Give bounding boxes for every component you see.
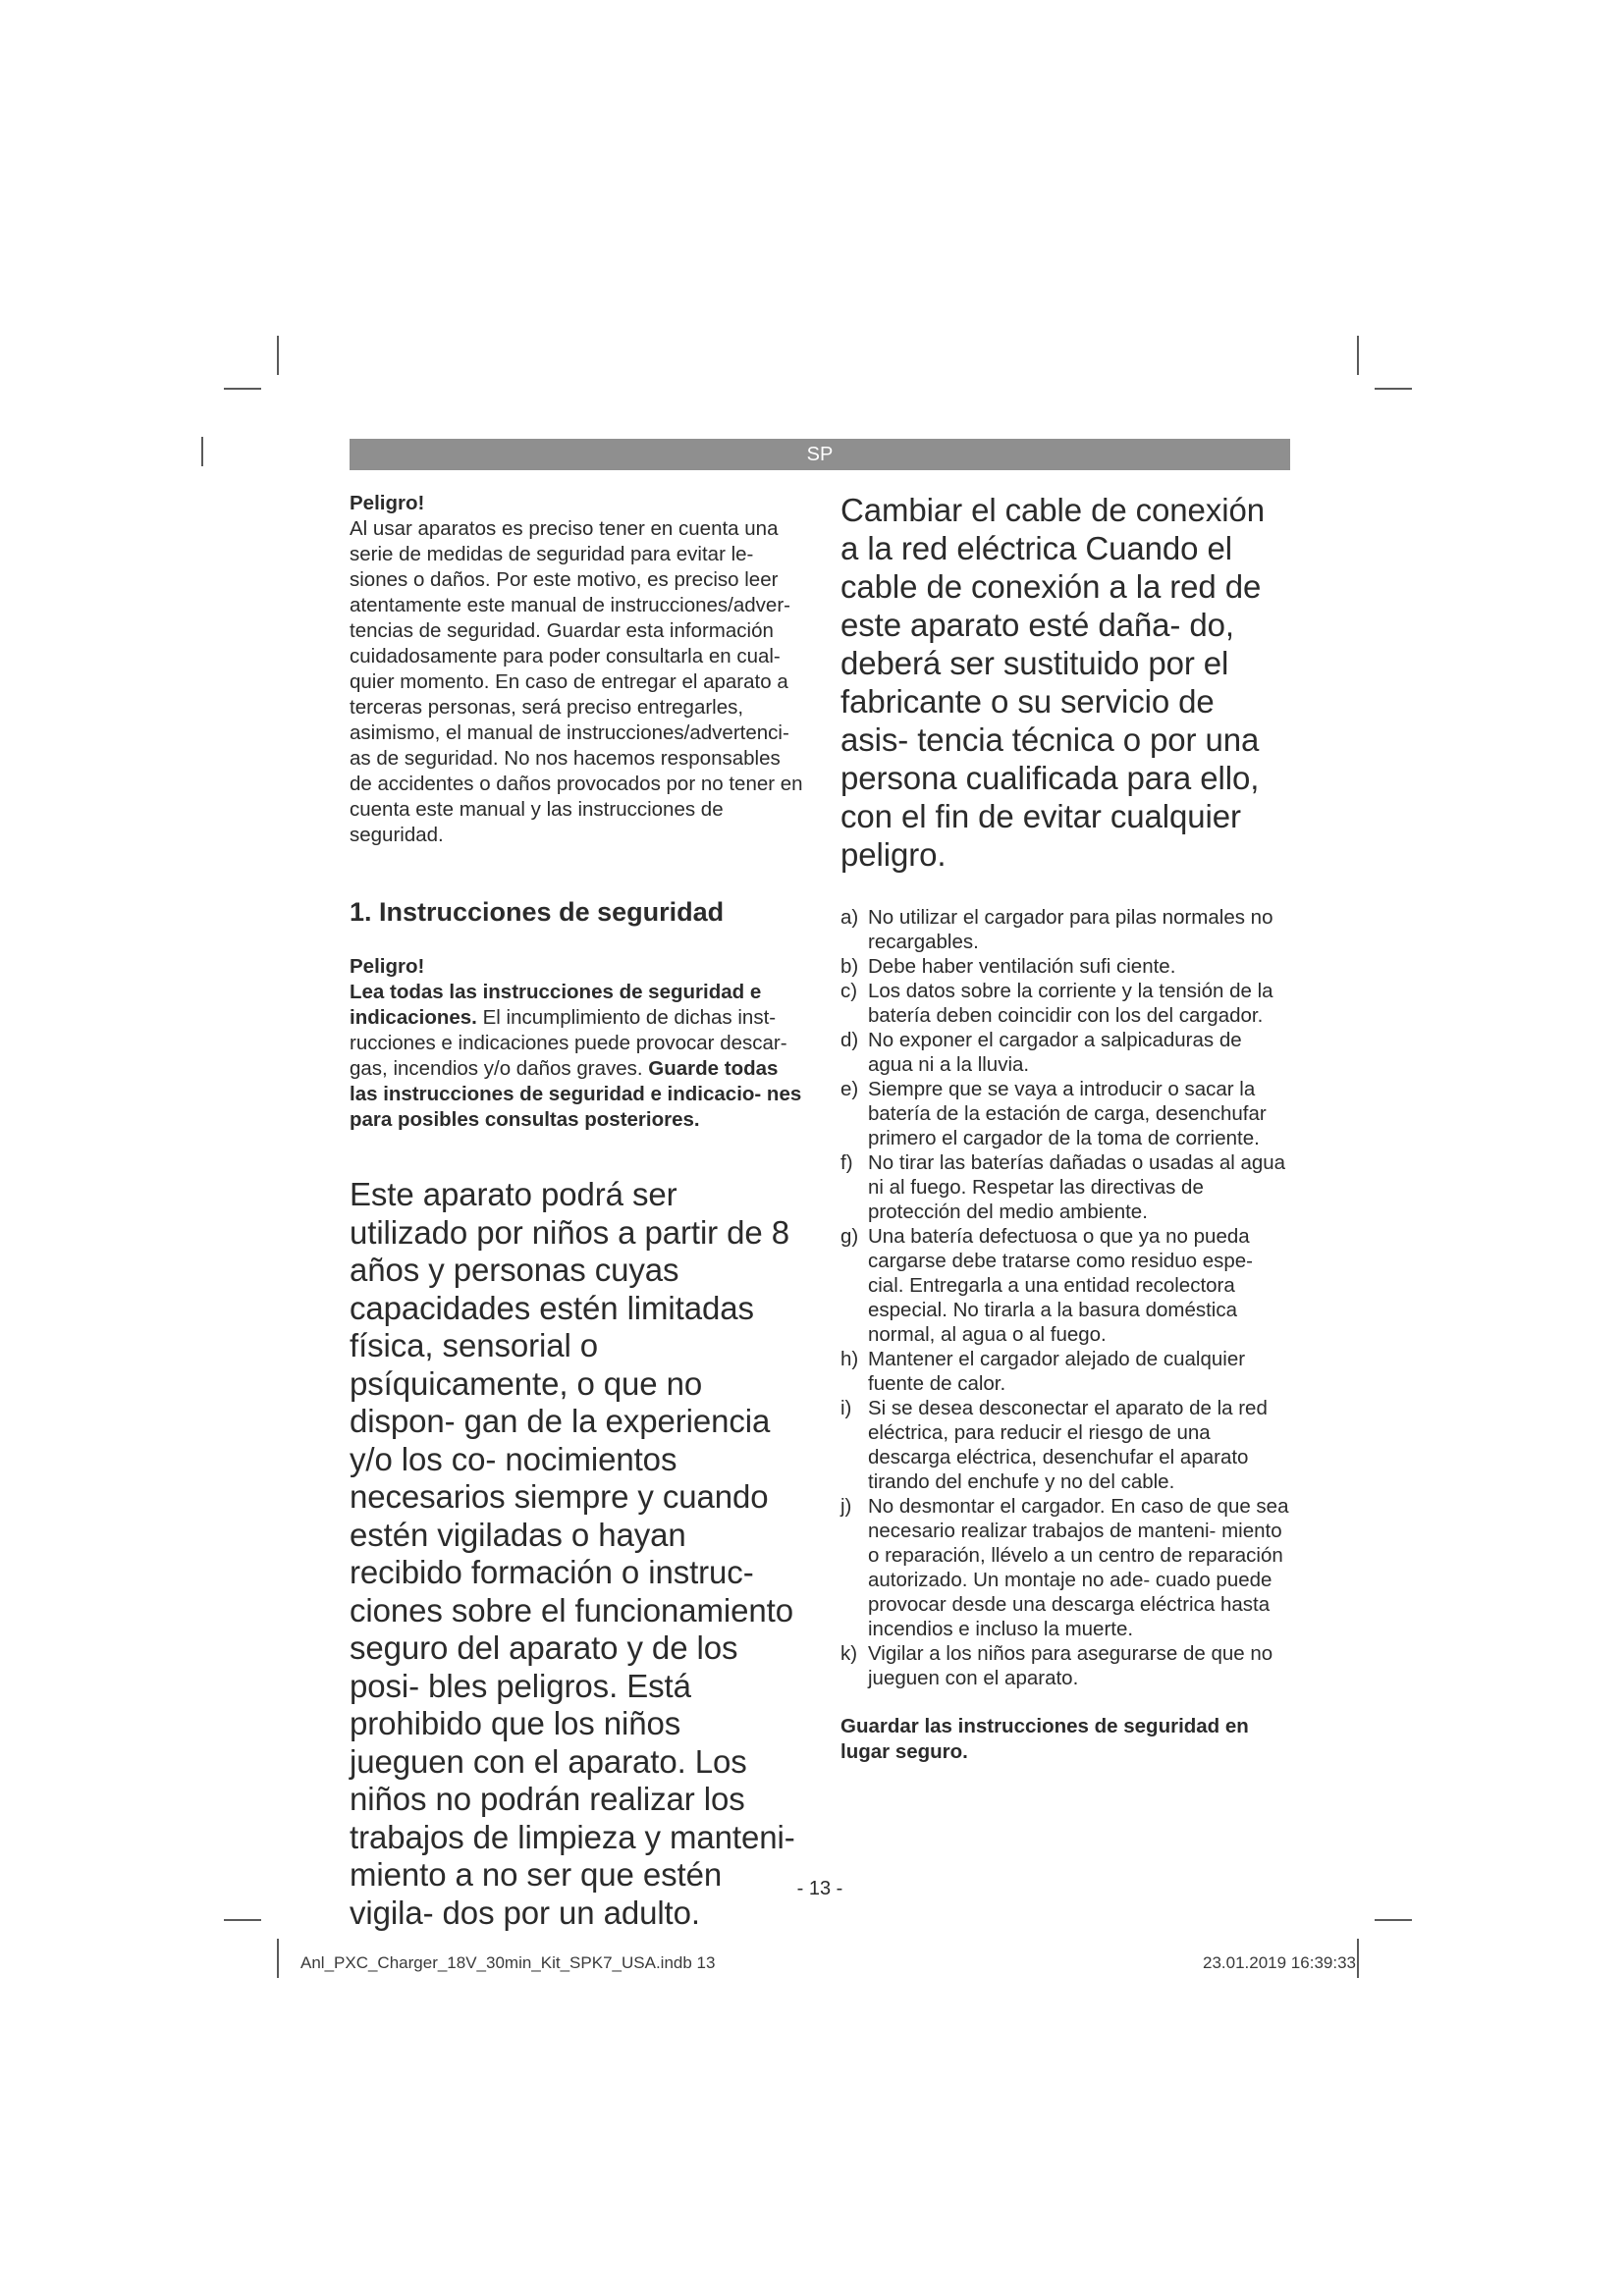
- cable-replacement-notice: Cambiar el cable de conexión a la red eléctrica Cuando el cable de conexión a la red de este aparato esté daña- do, deberá ser sustituido por el fabricante o su servicio de asis- tencia técnica o por una persona cualificada para ello, con el fin de evitar cualquier peligro.: [840, 492, 1265, 873]
- list-item-letter: f): [840, 1151, 853, 1174]
- list-item-letter: d): [840, 1029, 859, 1051]
- intro-heading: Peligro!: [350, 492, 425, 514]
- list-item-letter: i): [840, 1397, 852, 1419]
- list-item: [840, 1028, 1290, 1077]
- warning-paragraph: [350, 980, 803, 1133]
- warning-heading: Peligro!: [350, 955, 425, 978]
- children-usage-notice: Este aparato podrá ser utilizado por niños a partir de 8 años y personas cuyas capacidades estén limitadas física, sensorial o psíquicamente, o que no dispon- gan de la experiencia y/o los co- nocimientos necesarios siempre y cuando estén vigiladas o hayan recibido formación o instruc- ciones sobre el funcionamiento seguro del aparato y de los posi- bles peligros. Está prohibido que los niños jueguen con el aparato. Los niños no podrán realizar los trabajos de limpieza y manteni- miento a no ser que estén vigila- dos por un adulto.: [350, 1176, 795, 1931]
- list-item: [840, 1641, 1290, 1690]
- list-item-text: Siempre que se vaya a introducir o sacar la batería de la estación de carga, desenchufar primero el cargador de la toma de corriente.: [868, 1078, 1267, 1149]
- list-item: [840, 1494, 1290, 1641]
- left-column: [350, 491, 803, 1932]
- list-item-text: No tirar las baterías dañadas o usadas al agua ni al fuego. Respetar las directivas de protección del medio ambiente.: [868, 1151, 1286, 1223]
- intro-text: Al usar aparatos es preciso tener en cuenta una serie de medidas de seguridad para evitar le- siones o daños. Por este motivo, es preciso leer atentamente este manual de instrucciones/adver- tencias de seguridad. Guardar esta información cuidadosamente para poder consultarla en cual- quier momento. En caso de entregar el aparato a terceras personas, será preciso entregarles, asimismo, el manual de instrucciones/advertenci- as de seguridad. No nos hacemos responsables de accidentes o daños provocados por no tener en cuenta este manual y las instrucciones de seguridad.: [350, 517, 803, 846]
- list-item-letter: e): [840, 1078, 859, 1100]
- warning-text: El incumplimiento de dichas inst- rucciones e indicaciones puede provocar descar- gas, incendios y/o daños graves.: [350, 1006, 787, 1080]
- crop-mark-top-left-v2: [201, 437, 203, 466]
- crop-mark-bottom-right-h: [1375, 1919, 1412, 1921]
- list-item-letter: a): [840, 906, 859, 929]
- list-item-letter: k): [840, 1642, 858, 1665]
- crop-mark-top-right-v: [1357, 336, 1359, 375]
- page-number: - 13 -: [796, 1878, 843, 1899]
- list-item-text: Debe haber ventilación sufi ciente.: [868, 955, 1176, 978]
- language-code: SP: [806, 444, 834, 465]
- list-item-text: Vigilar a los niños para asegurarse de que no jueguen con el aparato.: [868, 1642, 1273, 1689]
- right-column: [840, 491, 1290, 1786]
- safety-instructions-list: [840, 905, 1290, 1690]
- language-header-bar: [350, 439, 1290, 470]
- list-item: [840, 905, 1290, 954]
- list-item: [840, 1224, 1290, 1347]
- list-item-text: Mantener el cargador alejado de cualquier fuente de calor.: [868, 1348, 1246, 1395]
- list-item-text: Si se desea desconectar el aparato de la red eléctrica, para reducir el riesgo de una descarga eléctrica, desenchufar el aparato tirando del enchufe y no del cable.: [868, 1397, 1268, 1493]
- list-item-text: Los datos sobre la corriente y la tensión de la batería deben coincidir con los del cargador.: [868, 980, 1273, 1027]
- warning-bold-2: Guarde todas las instrucciones de seguridad e indicacio- nes para posibles consultas posteriores.: [350, 1057, 802, 1131]
- list-item: [840, 1077, 1290, 1150]
- crop-mark-top-left-h: [224, 388, 261, 390]
- list-item-text: No exponer el cargador a salpicaduras de agua ni a la lluvia.: [868, 1029, 1242, 1076]
- list-item: [840, 979, 1290, 1028]
- crop-mark-top-left-v: [277, 336, 279, 375]
- list-item: [840, 954, 1290, 979]
- footer-file-name: Anl_PXC_Charger_18V_30min_Kit_SPK7_USA.indb 13: [300, 1953, 716, 1972]
- list-item: [840, 1347, 1290, 1396]
- crop-mark-bottom-left-v: [277, 1939, 279, 1978]
- crop-mark-top-right-h: [1375, 388, 1412, 390]
- list-item-letter: g): [840, 1225, 859, 1248]
- footer-timestamp: 23.01.2019 16:39:33: [1203, 1953, 1356, 1972]
- list-item-text: Una batería defectuosa o que ya no pueda cargarse debe tratarse como residuo espe- cial. Entregarla a una entidad recolectora especial. No tirarla a la basura doméstica normal, al agua o al fuego.: [868, 1225, 1253, 1346]
- list-item-text: No desmontar el cargador. En caso de que sea necesario realizar trabajos de manteni- miento o reparación, llévelo a un centro de reparación autorizado. Un montaje no ade- cuado puede provocar desde una descarga eléctrica hasta incendios e incluso la muerte.: [868, 1495, 1289, 1640]
- list-item: [840, 1396, 1290, 1494]
- crop-mark-bottom-left-h: [224, 1919, 261, 1921]
- list-item-text: No utilizar el cargador para pilas normales no recargables.: [868, 906, 1273, 953]
- list-item-letter: b): [840, 955, 859, 978]
- list-item-letter: h): [840, 1348, 859, 1370]
- section-title: 1. Instrucciones de seguridad: [350, 897, 725, 927]
- list-item-letter: j): [840, 1495, 852, 1518]
- list-item-letter: c): [840, 980, 858, 1002]
- list-item: [840, 1150, 1290, 1224]
- warning-bold-1: Lea todas las instrucciones de seguridad e indicaciones.: [350, 981, 762, 1029]
- closing-note: Guardar las instrucciones de seguridad en lugar seguro.: [840, 1715, 1249, 1763]
- crop-mark-bottom-right-v: [1357, 1939, 1359, 1978]
